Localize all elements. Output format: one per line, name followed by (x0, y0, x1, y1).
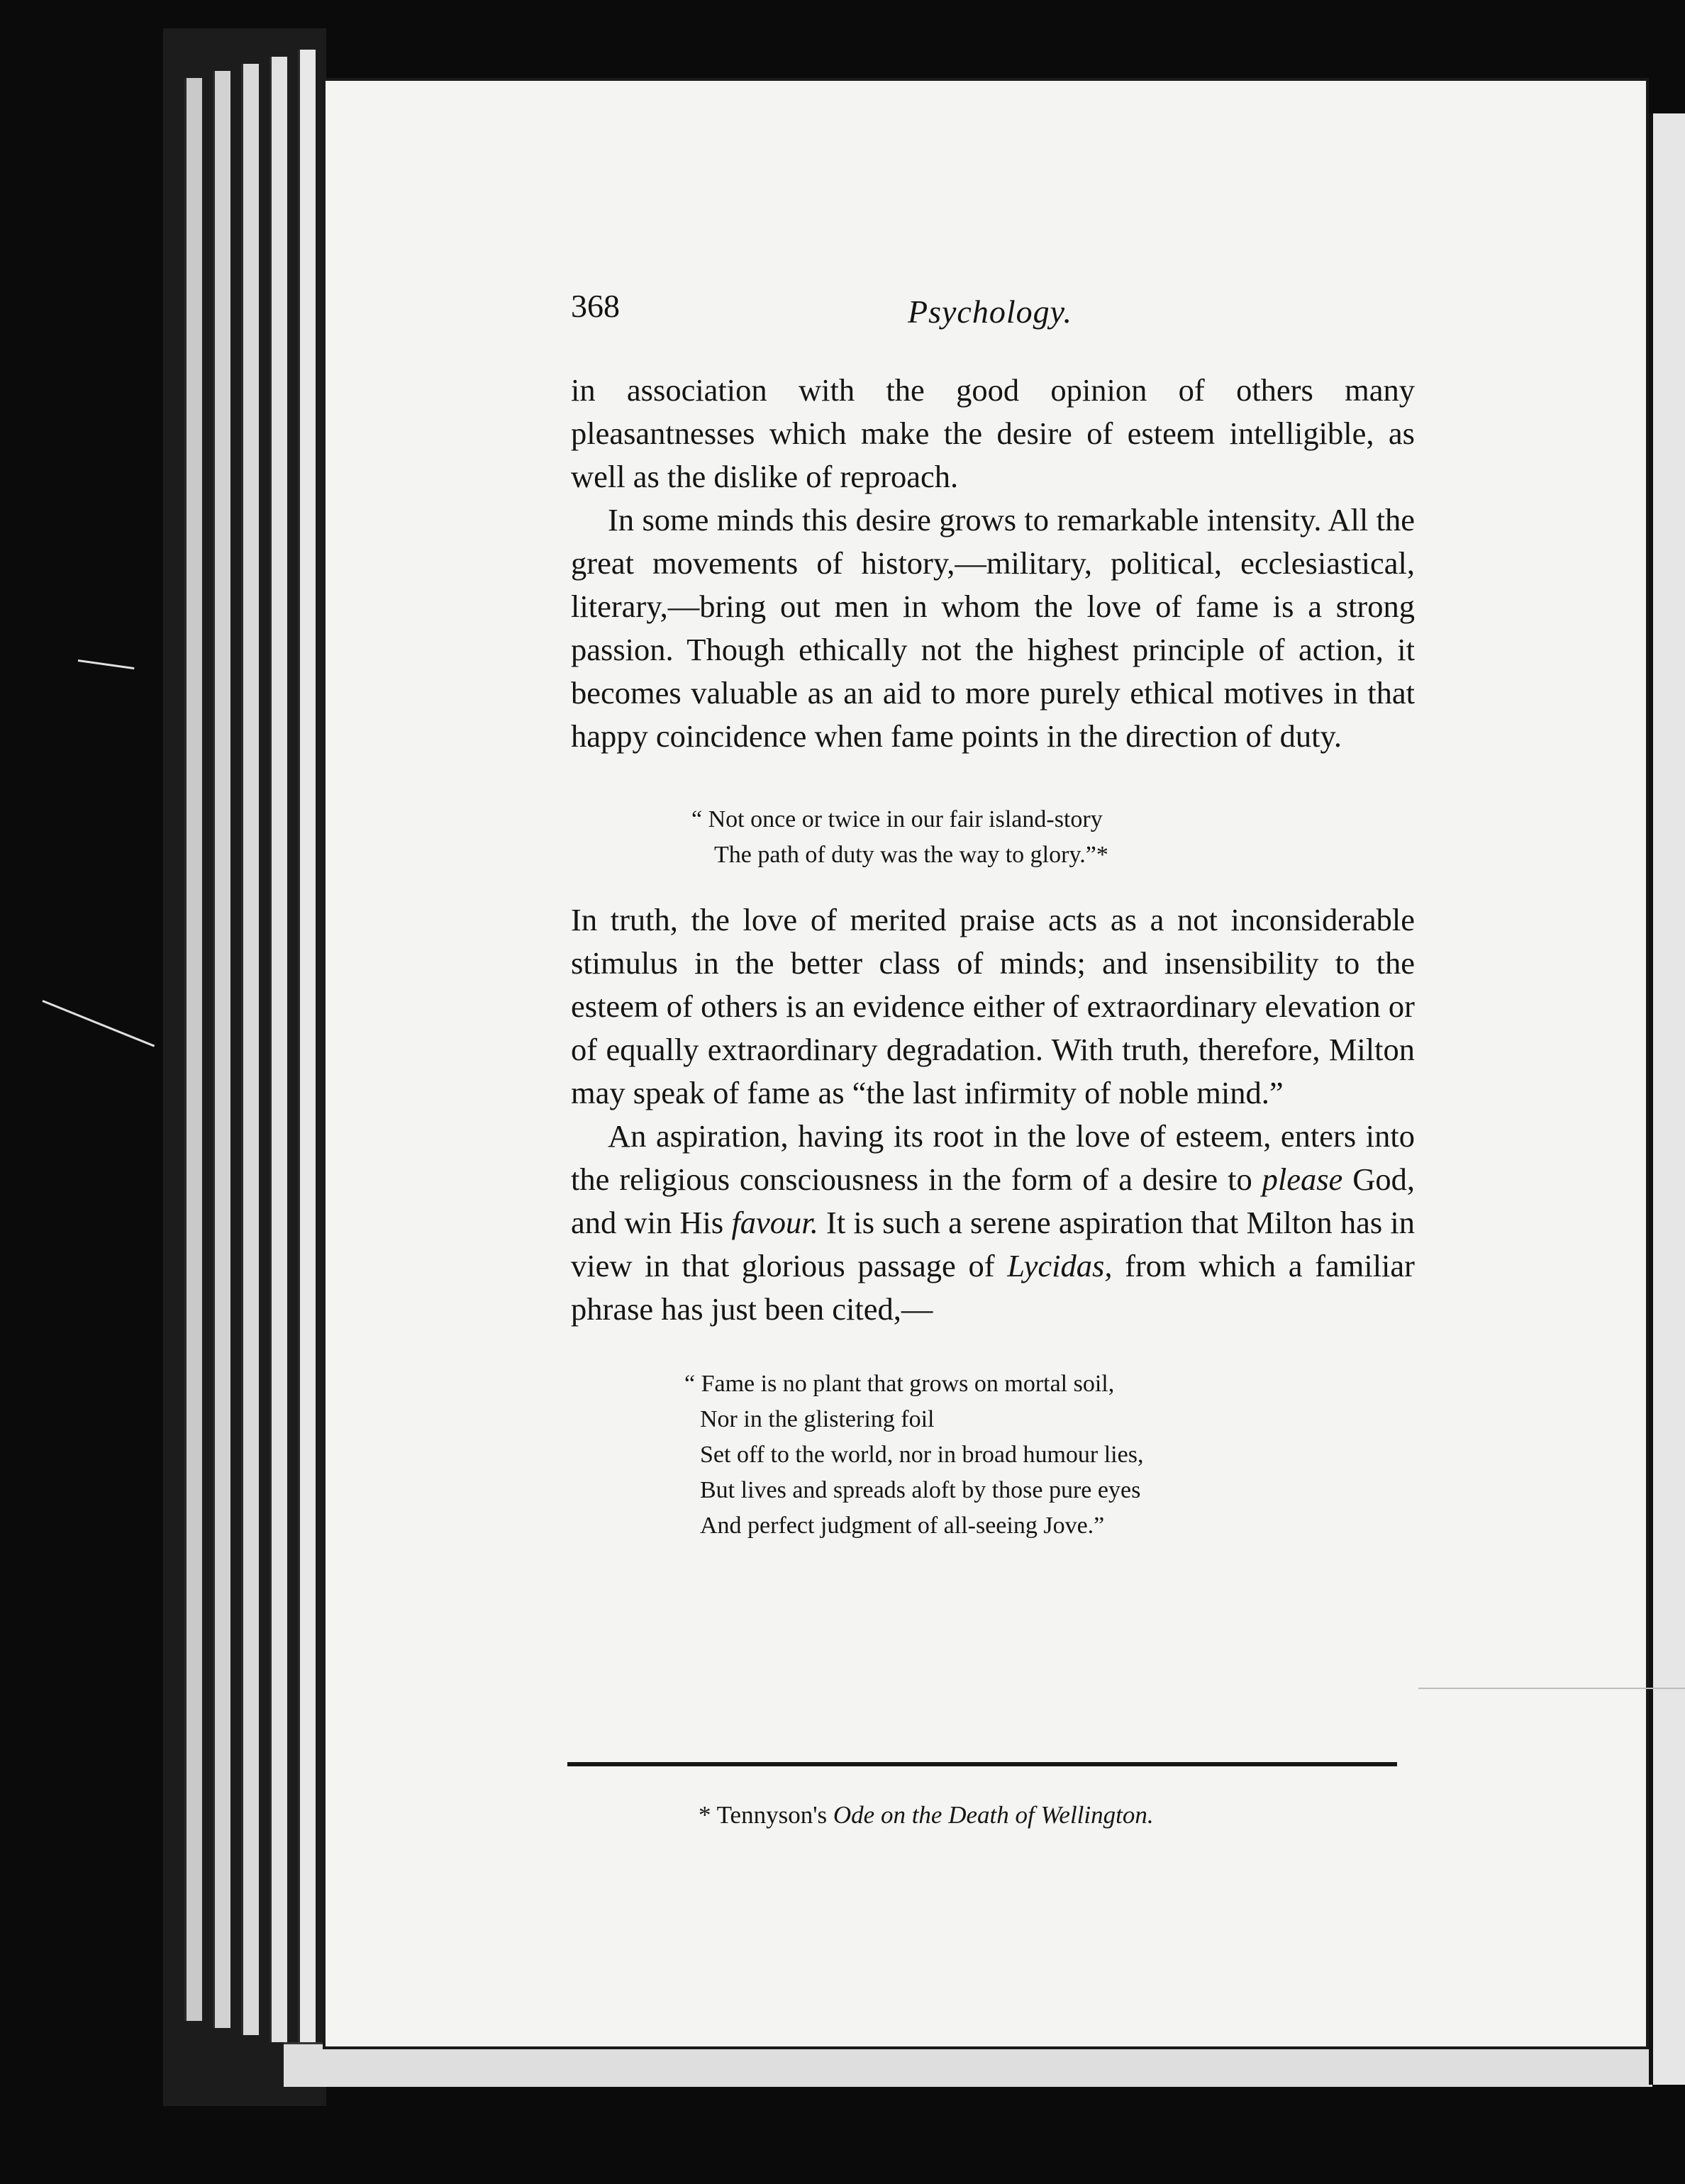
paragraph-4-text: It is such a serene aspiration that Milton has in view in that glorious passage of (571, 1205, 1415, 1283)
paragraph-1: in association with the good opinion of others many pleasantnesses which make the desire of esteem intelligible, as well as the dislike of reproach. (571, 372, 1415, 494)
page-body (571, 369, 1415, 1544)
page-header (571, 287, 1422, 337)
page-edge (241, 64, 259, 2035)
paragraph-3: In truth, the love of merited praise acts as a not inconsiderable stimulus in the better class of minds; and insensibility to the esteem of others is an evidence either of extraordinary elevation or of equally extraordinary degradation. With truth, therefore, Milton may speak of fame as “the last infirmity of noble mind.” (571, 902, 1415, 1110)
page-number: 368 (571, 288, 620, 324)
scan-artifact (78, 659, 135, 669)
page-edge (213, 71, 230, 2028)
footnote-prefix: * Tennyson's (699, 1801, 833, 1829)
scan-artifact (1418, 1688, 1685, 1689)
scan-artifact (42, 1000, 155, 1047)
quote-line: “ Fame is no plant that grows on mortal soil, (684, 1371, 1115, 1397)
page-edge (184, 78, 202, 2021)
quote-line: “ Not once or twice in our fair island-story (691, 806, 1103, 832)
facing-page-edge (1649, 113, 1685, 2085)
paragraph-4 (571, 1115, 1415, 1331)
footnote-rule (567, 1762, 1397, 1766)
emphasis-please: please (1262, 1161, 1343, 1197)
quote-line: Nor in the glistering foil (700, 1406, 935, 1432)
page-edge (269, 57, 287, 2042)
emphasis-lycidas: Lycidas, (1007, 1248, 1113, 1283)
quote-line: Set off to the world, nor in broad humour lies, (700, 1442, 1144, 1468)
footnote-title: Ode on the Death of Wellington. (833, 1801, 1154, 1829)
page-edge (298, 50, 316, 2049)
footnote (699, 1801, 1154, 1829)
tennyson-quote (691, 802, 1415, 873)
running-head: Psychology. (908, 294, 1072, 330)
paragraph-4-text: from which a familiar phrase has just been cited,— (571, 1248, 1415, 1327)
quote-line: But lives and spreads aloft by those pure eyes (700, 1477, 1141, 1503)
quote-line: And perfect judgment of all-seeing Jove.” (700, 1512, 1105, 1539)
milton-quote (684, 1366, 1415, 1544)
emphasis-favour: favour. (731, 1205, 818, 1240)
paragraph-2: In some minds this desire grows to remarkable intensity. All the great movements of history,—military, political, ecclesiastical, literary,—bring out men in whom the love of fame is a strong passion. Though ethically not the highest principle of action, it becomes valuable as an aid to more purely ethical motives in that happy coincidence when fame points in the direction of duty. (571, 502, 1415, 754)
book-page-edges (163, 28, 326, 2106)
paragraph-4-text: God, and win His (571, 1161, 1415, 1240)
paragraph-4-text: An aspiration, having its root in the love of esteem, enters into the religious consciousness in the form of a desire to (571, 1118, 1415, 1197)
quote-line: The path of duty was the way to glory.”* (714, 842, 1108, 868)
